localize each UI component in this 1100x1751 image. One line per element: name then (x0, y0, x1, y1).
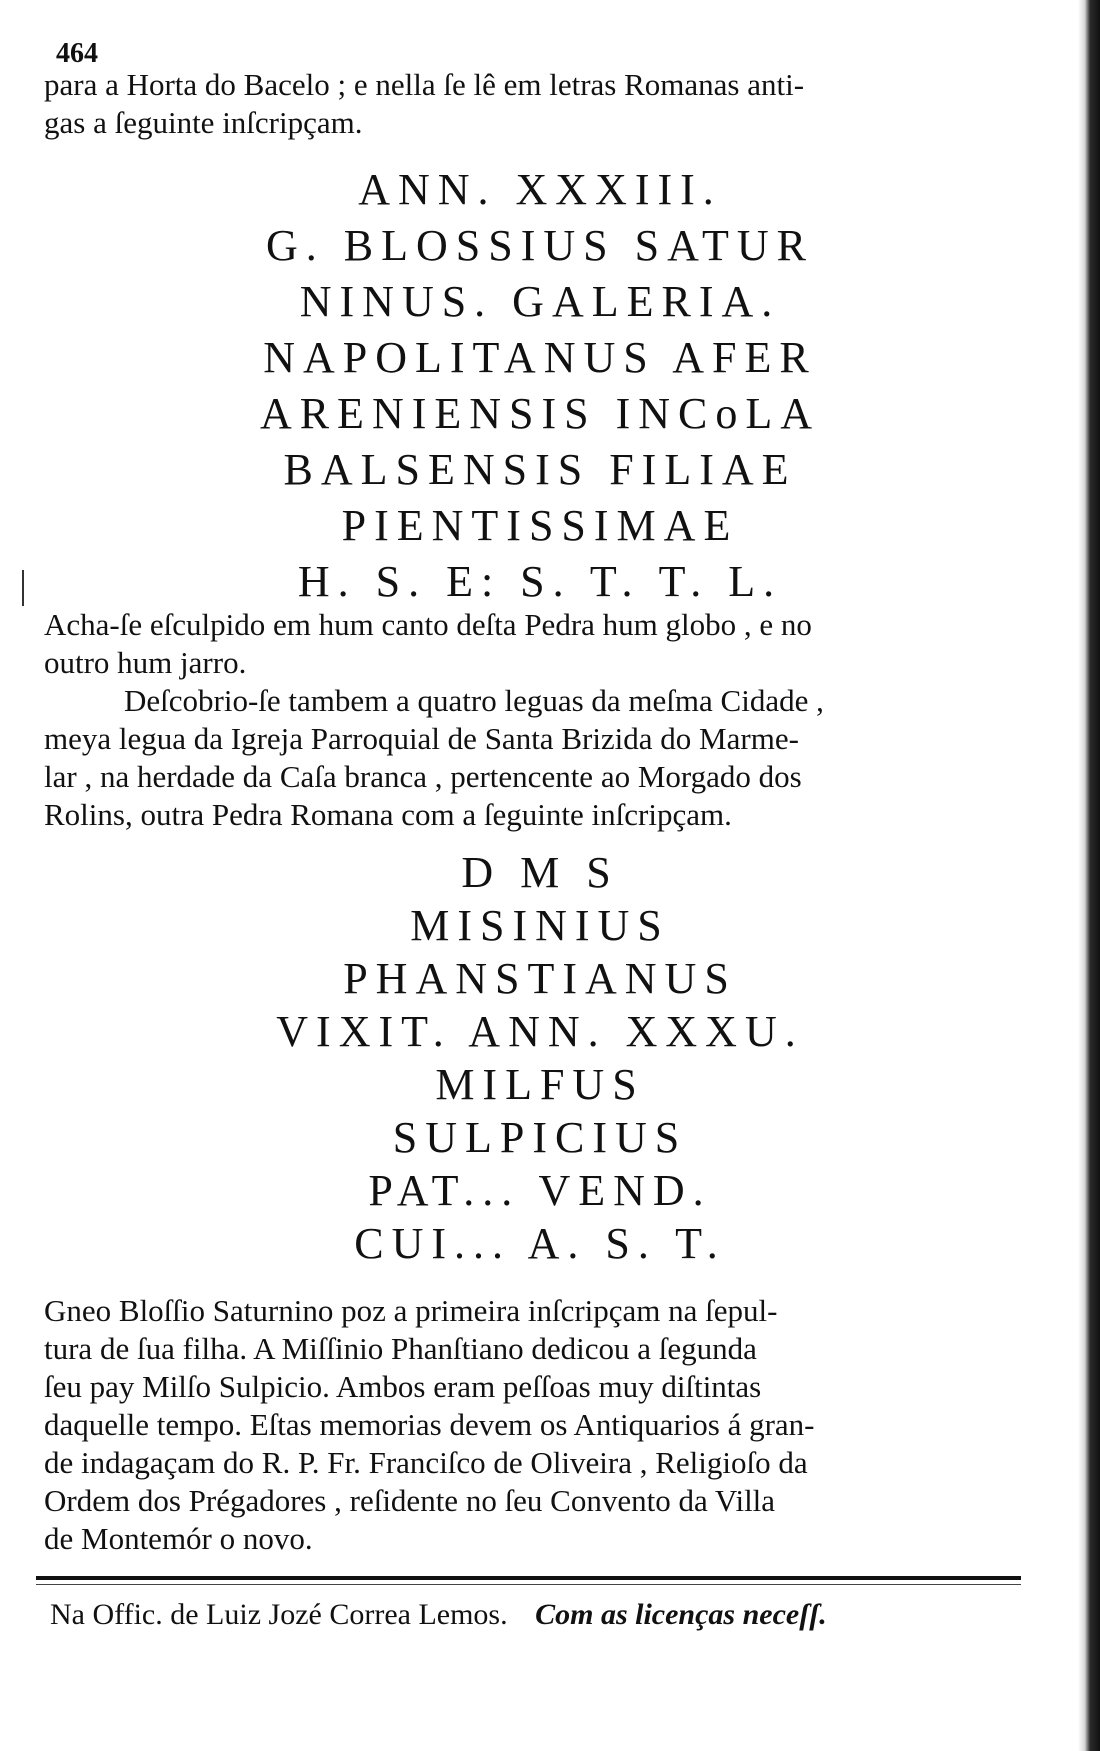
inscription-line: PAT... VEND. (368, 1166, 712, 1215)
inscription-line: VIXIT. ANN. XXXU. (276, 1007, 804, 1056)
inscription-line: NINUS. GALERIA. (299, 277, 781, 326)
inscription-line: BALSENSIS FILIAE (283, 445, 797, 494)
text-line: para a Horta do Bacelo ; e nella ſe lê em letras Romanas anti- (44, 67, 805, 102)
discovery-paragraph (44, 682, 1034, 834)
text-line: tura de ſua filha. A Miſſinio Phanſtiano dedicou a ſegunda (44, 1331, 757, 1366)
imprint-line (50, 1598, 1030, 1632)
inscription-line: PIENTISSIMAE (341, 501, 739, 550)
licence-note: Com as licenças neceſſ. (535, 1598, 827, 1631)
text-line: de indagaçam do R. P. Fr. Franciſco de Oliveira , Religioſo da (44, 1445, 808, 1480)
inscription-line: MILFUS (435, 1060, 645, 1109)
text-line: lar , na herdade da Caſa branca , pertencente ao Morgado dos (44, 759, 802, 794)
inscription-line: ARENIENSIS INCoLA (259, 389, 821, 438)
text-line: Rolins, outra Pedra Romana com a ſeguinte inſcripçam. (44, 797, 732, 832)
text-line: ſeu pay Milſo Sulpicio. Ambos eram peſſoas muy diſtintas (44, 1369, 762, 1404)
inscription-line: NAPOLITANUS AFER (263, 333, 817, 382)
text-line: Ordem dos Prégadores , reſidente no ſeu Convento da Villa (44, 1483, 776, 1518)
inscription-misinius (90, 846, 990, 1270)
divider-rule (36, 1584, 1021, 1585)
printer-office: Na Offic. de Luiz Jozé Correa Lemos. (50, 1598, 508, 1631)
inscription-line: D M S (461, 848, 619, 897)
binding-edge (1078, 0, 1100, 1751)
inscription-line: SULPICIUS (392, 1113, 688, 1162)
closing-paragraph (44, 1292, 1034, 1558)
inscription-line: CUI... A. S. T. (354, 1219, 726, 1268)
page-number: 464 (56, 38, 98, 69)
text-line: daquelle tempo. Eſtas memorias devem os Antiquarios á gran- (44, 1407, 815, 1442)
divider-rule (36, 1576, 1021, 1580)
text-line: gas a ſeguinte inſcripçam. (44, 105, 363, 140)
globe-jar-paragraph (44, 606, 1034, 682)
margin-mark (22, 570, 24, 606)
text-line: Gneo Bloſſio Saturnino poz a primeira inſcripçam na ſepul- (44, 1293, 778, 1328)
inscription-line: ANN. XXXIII. (358, 165, 722, 214)
text-line: Acha-ſe eſculpido em hum canto deſta Pedra hum globo , e no (44, 607, 812, 642)
inscription-blossius (90, 162, 990, 610)
inscription-line: MISINIUS (410, 901, 670, 950)
text-line: de Montemór o novo. (44, 1521, 313, 1556)
intro-paragraph (44, 66, 1034, 142)
inscription-line: G. BLOSSIUS SATUR (266, 221, 814, 270)
text-line: Deſcobrio-ſe tambem a quatro leguas da meſma Cidade , (124, 683, 824, 718)
text-line: meya legua da Igreja Parroquial de Santa Brizida do Marme- (44, 721, 799, 756)
text-line: outro hum jarro. (44, 645, 247, 680)
inscription-line: H. S. E: S. T. T. L. (297, 557, 783, 606)
inscription-line: PHANSTIANUS (343, 954, 737, 1003)
